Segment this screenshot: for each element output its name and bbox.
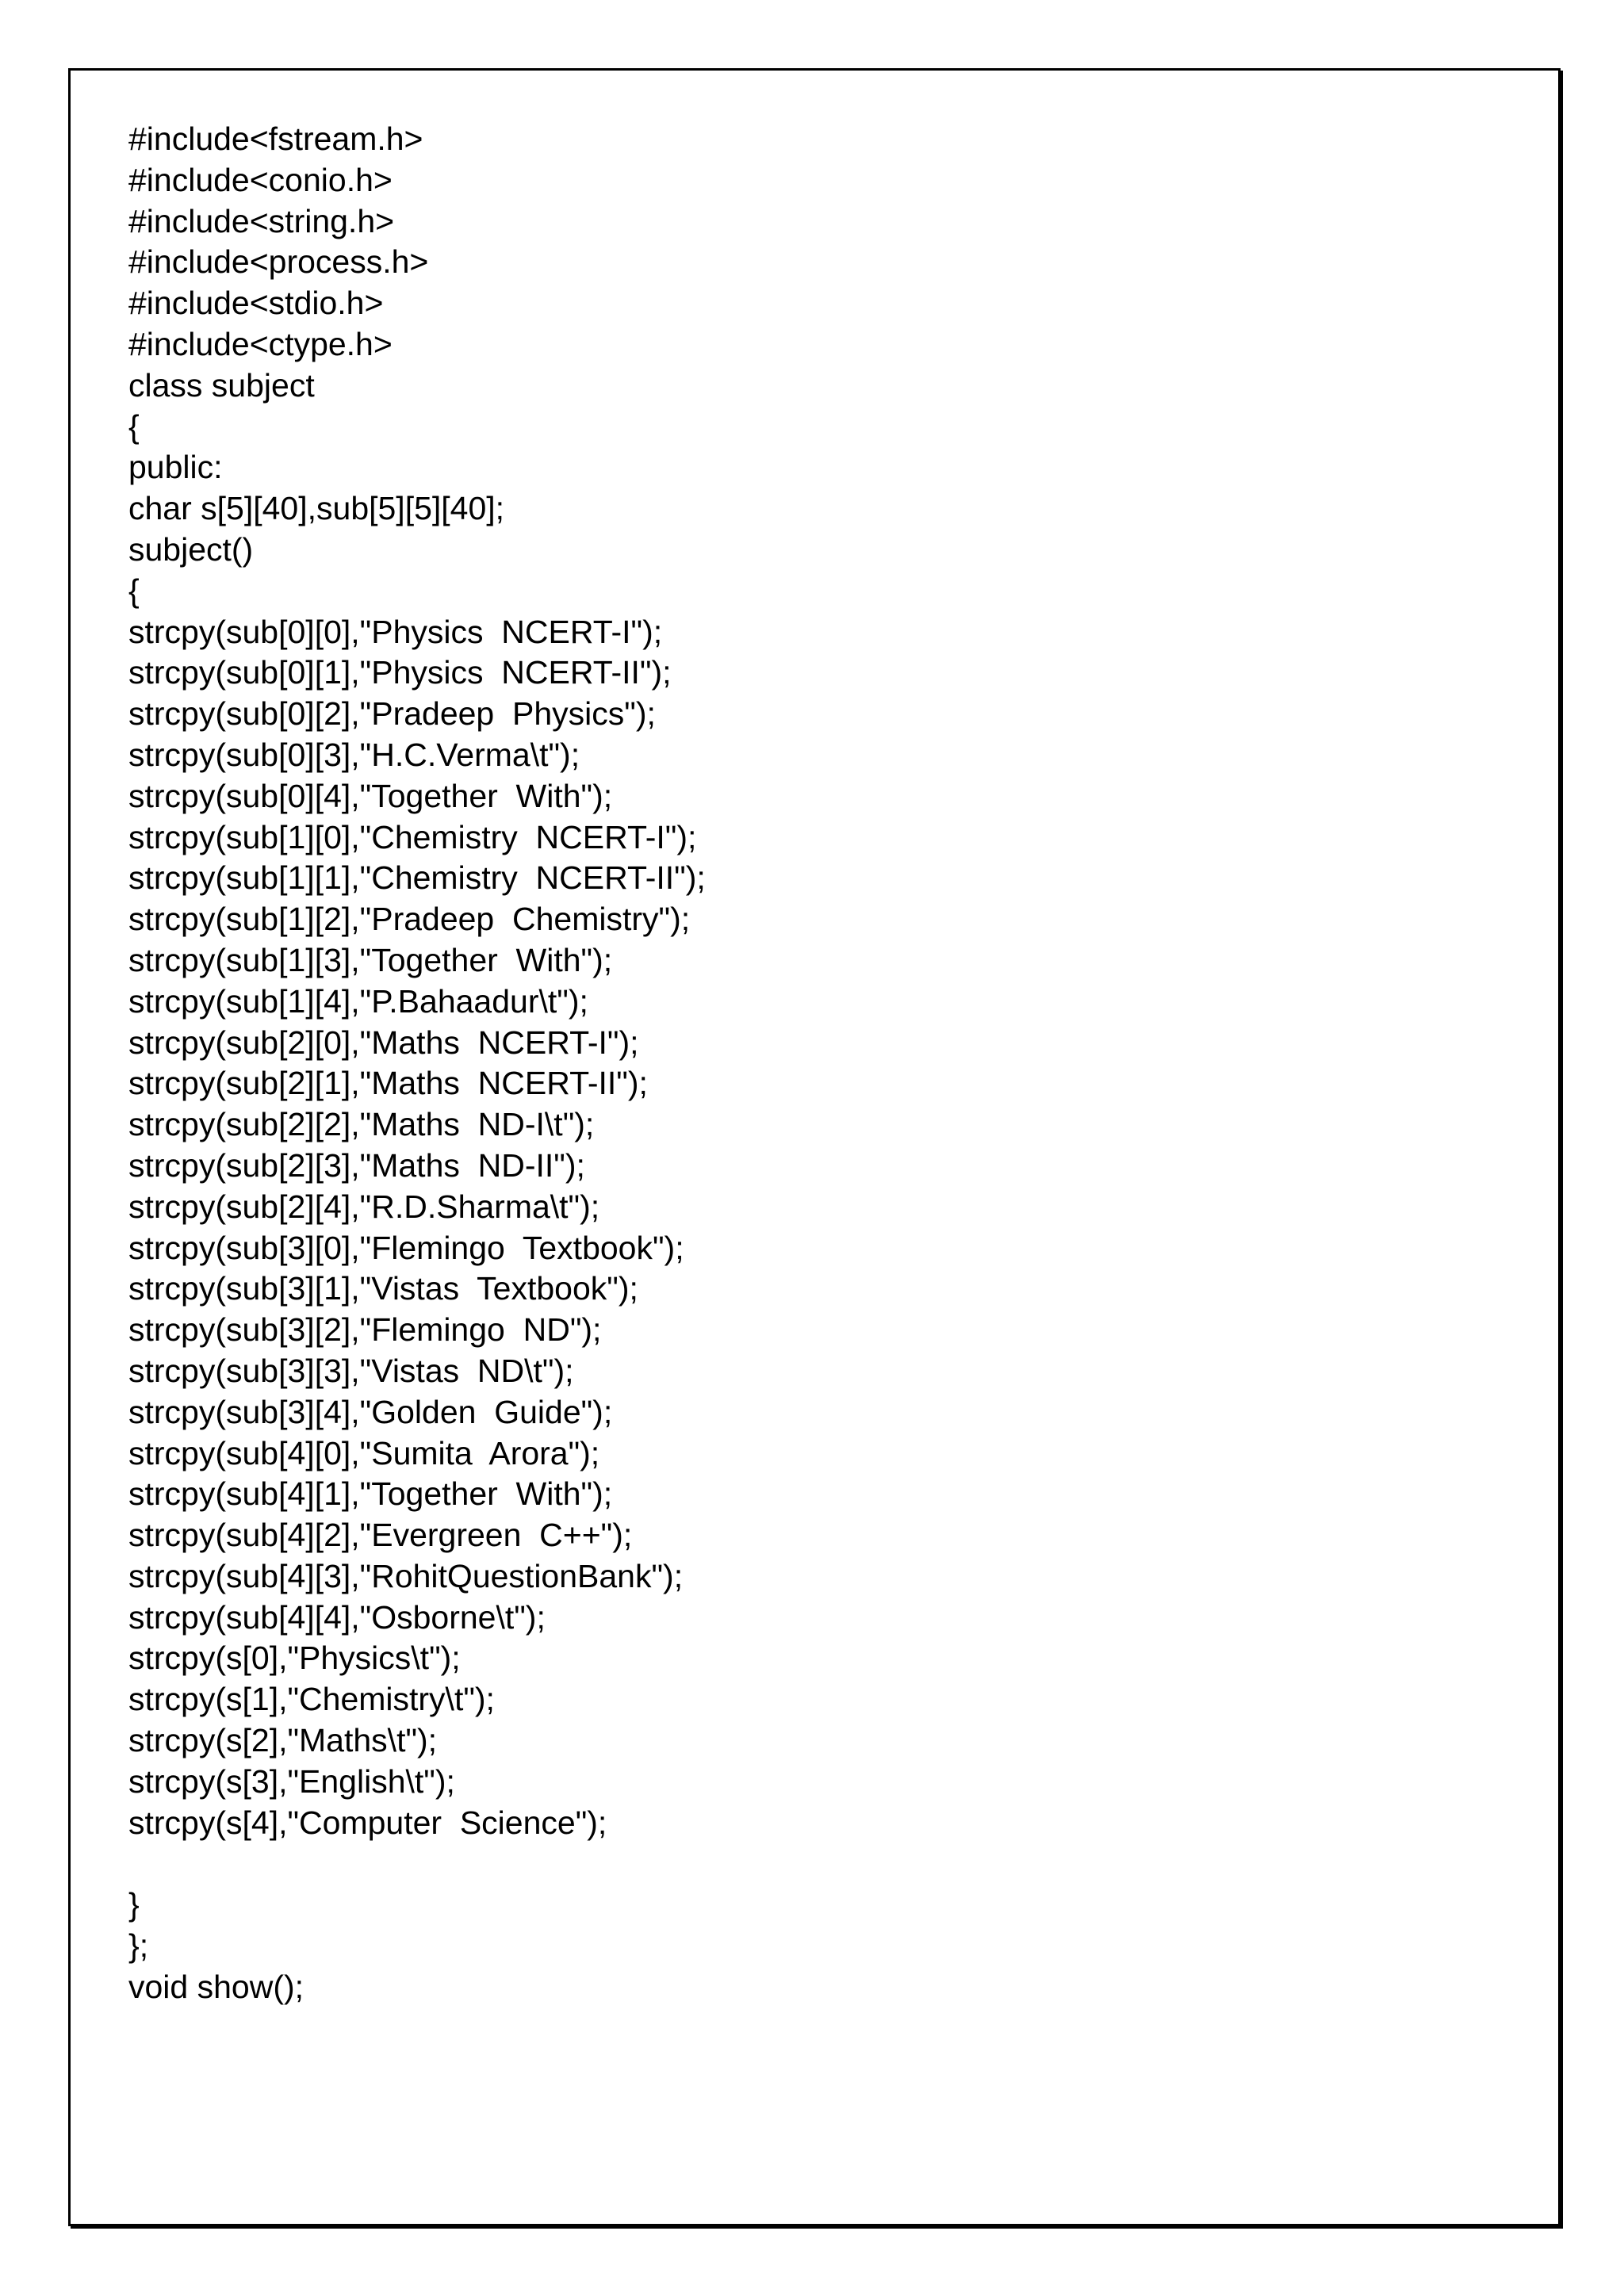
code-line: strcpy(sub[0][0],"Physics NCERT-I");	[128, 613, 663, 650]
code-line	[128, 1843, 706, 1885]
code-line: strcpy(sub[1][2],"Pradeep Chemistry");	[128, 901, 691, 938]
code-line: strcpy(sub[3][0],"Flemingo Textbook");	[128, 1229, 684, 1266]
code-line: strcpy(sub[4][2],"Evergreen C++");	[128, 1517, 633, 1554]
code-line: #include<fstream.h>	[128, 121, 423, 157]
code-line: strcpy(sub[1][4],"P.Bahaadur\t");	[128, 982, 588, 1020]
code-line: subject()	[128, 530, 254, 568]
code-line: strcpy(sub[4][4],"Osborne\t");	[128, 1598, 546, 1636]
code-line: #include<process.h>	[128, 243, 429, 281]
code-line: strcpy(sub[0][1],"Physics NCERT-II");	[128, 654, 672, 691]
code-line: strcpy(s[1],"Chemistry\t");	[128, 1681, 495, 1718]
code-line: };	[128, 1927, 149, 1965]
code-line: #include<conio.h>	[128, 161, 393, 198]
code-line: #include<string.h>	[128, 202, 395, 239]
code-line: public:	[128, 449, 223, 486]
code-line: strcpy(sub[4][1],"Together With");	[128, 1475, 613, 1513]
code-line: strcpy(sub[0][4],"Together With");	[128, 777, 613, 814]
code-line: strcpy(sub[1][1],"Chemistry NCERT-II");	[128, 859, 706, 897]
code-line: strcpy(sub[2][0],"Maths NCERT-I");	[128, 1024, 639, 1061]
code-listing	[128, 119, 706, 2008]
code-line: strcpy(sub[1][0],"Chemistry NCERT-I");	[128, 818, 697, 855]
code-line: char s[5][40],sub[5][5][40];	[128, 490, 505, 527]
code-line: strcpy(s[4],"Computer Science");	[128, 1804, 607, 1841]
code-line: strcpy(s[2],"Maths\t");	[128, 1722, 438, 1759]
code-line: strcpy(sub[3][3],"Vistas ND\t");	[128, 1352, 574, 1389]
code-line: }	[128, 1886, 140, 1923]
code-line: {	[128, 572, 140, 609]
code-line: strcpy(s[3],"English\t");	[128, 1762, 455, 1800]
code-line: #include<ctype.h>	[128, 325, 393, 362]
code-line: strcpy(sub[2][3],"Maths ND-II");	[128, 1146, 585, 1184]
code-line: strcpy(sub[2][2],"Maths ND-I\t");	[128, 1106, 595, 1143]
code-line: strcpy(sub[4][3],"RohitQuestionBank");	[128, 1557, 684, 1594]
code-line: #include<stdio.h>	[128, 285, 384, 322]
code-line: strcpy(sub[0][3],"H.C.Verma\t");	[128, 736, 580, 773]
code-line: strcpy(sub[3][4],"Golden Guide");	[128, 1393, 613, 1430]
code-line: void show();	[128, 1968, 304, 2005]
code-line: strcpy(sub[0][2],"Pradeep Physics");	[128, 695, 656, 733]
code-line: strcpy(s[0],"Physics\t");	[128, 1640, 461, 1677]
code-line: strcpy(sub[1][3],"Together With");	[128, 941, 613, 978]
code-line: strcpy(sub[3][1],"Vistas Textbook");	[128, 1270, 638, 1307]
code-line: {	[128, 408, 140, 445]
code-line: strcpy(sub[4][0],"Sumita Arora");	[128, 1434, 600, 1471]
code-line: class subject	[128, 366, 315, 404]
code-line: strcpy(sub[3][2],"Flemingo ND");	[128, 1311, 602, 1349]
code-line: strcpy(sub[2][4],"R.D.Sharma\t");	[128, 1188, 600, 1225]
code-line: strcpy(sub[2][1],"Maths NCERT-II");	[128, 1065, 648, 1102]
